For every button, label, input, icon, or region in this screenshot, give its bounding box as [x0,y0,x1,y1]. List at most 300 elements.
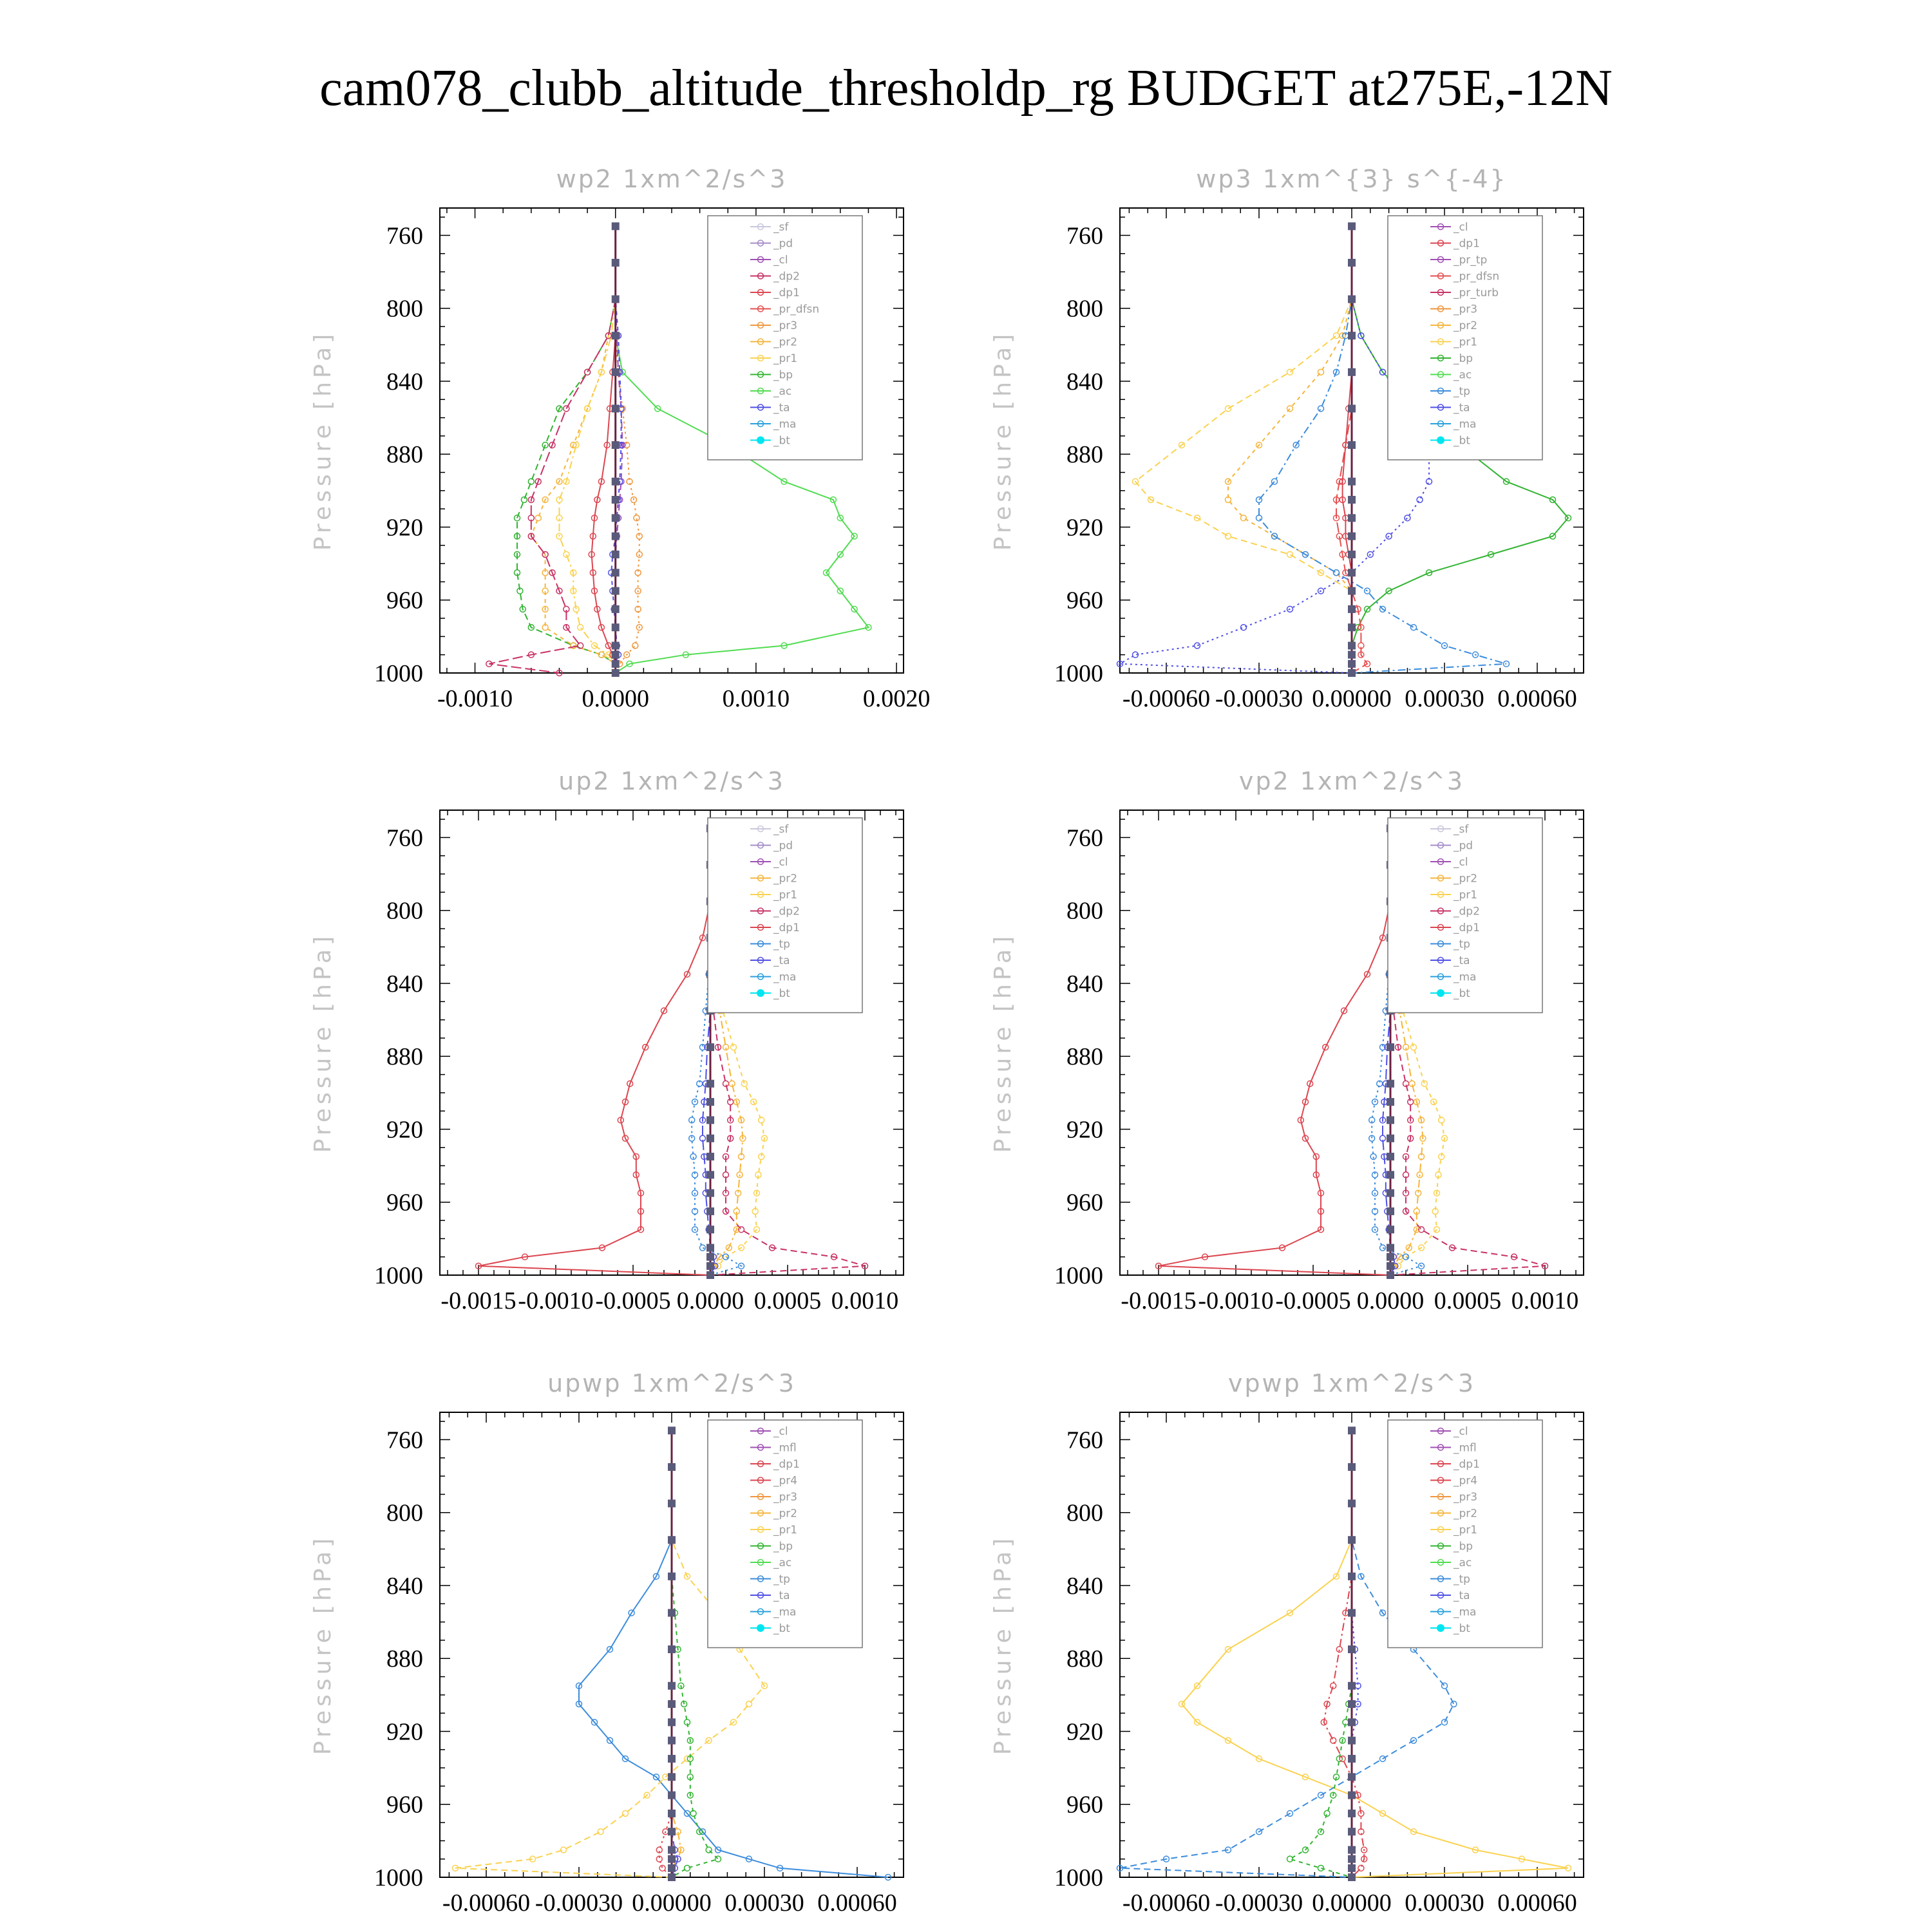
x-tick-label: 0.0010 [722,685,790,712]
profile-marker [1387,1226,1394,1233]
y-tick-label: 960 [386,587,423,614]
legend-marker [757,437,764,444]
legend-entry: _pr_turb [1454,287,1499,299]
legend-entry: _pr3 [773,319,798,332]
y-axis-label: Pressure [hPa] [310,330,336,551]
legend-entry: _ac [773,1557,792,1569]
panel-title: vp2 1xm^2/s^3 [1238,767,1465,795]
profile-marker [612,587,620,595]
profile-marker [1348,660,1356,668]
x-tick-label: 0.0010 [1511,1287,1579,1314]
profile-marker [1348,1855,1356,1863]
profile-marker [668,1792,676,1799]
profile-marker [1348,496,1356,504]
profile-marker [1348,1737,1356,1745]
x-tick-label: 0.00000 [1312,1889,1392,1917]
profile-marker [1348,1864,1356,1872]
y-tick-label: 840 [1066,1572,1103,1600]
legend-entry: _bt [1454,1622,1470,1635]
y-tick-label: 1000 [1054,1864,1103,1891]
panel-title: vpwp 1xm^2/s^3 [1227,1369,1476,1397]
legend-entry: _pr2 [773,872,798,886]
profile-marker [668,1855,676,1863]
data-point [1272,478,1278,484]
x-tick-label: 0.00060 [817,1889,897,1917]
legend-marker [1437,1624,1444,1632]
data-point [1331,1683,1336,1689]
data-point [1324,1810,1330,1816]
profile-marker [1348,1536,1356,1544]
panel-vp2 [990,767,1584,1314]
legend-entry: _tp [773,1573,790,1586]
y-tick-label: 800 [386,897,423,925]
x-tick-label: 0.00000 [632,1889,712,1917]
profile-marker [668,1873,676,1881]
y-tick-label: 920 [1066,1718,1103,1746]
profile-marker [612,514,620,522]
y-tick-label: 1000 [1054,660,1103,687]
y-axis-label: Pressure [hPa] [990,330,1016,551]
x-tick-label: -0.0015 [1121,1287,1197,1314]
data-point [746,1701,752,1707]
data-point [521,497,527,503]
profile-marker [1387,1098,1394,1106]
profile-marker [612,332,620,339]
legend-entry: _bp [773,1540,793,1553]
profile-marker [1348,1500,1356,1508]
profile-marker [706,1262,714,1270]
profile-marker [612,642,620,650]
x-tick-label: 0.00030 [1405,1889,1484,1917]
profile-marker [1348,1645,1356,1653]
x-tick-label: 0.00060 [1497,685,1577,712]
data-point [1451,1701,1457,1707]
profile-marker [1348,1718,1356,1726]
legend-entry: _bt [1454,987,1470,1000]
legend-entry: _ac [1454,1557,1472,1569]
legend-entry: _pr4 [773,1474,798,1488]
profile-marker [706,1189,714,1197]
y-axis-label: Pressure [hPa] [310,932,336,1153]
profile-marker [1348,642,1356,650]
x-tick-label: -0.0005 [1275,1287,1351,1314]
legend-entry: _ta [1454,1589,1470,1602]
x-tick-label: 0.0010 [831,1287,899,1314]
x-tick-label: 0.0000 [1356,1287,1425,1314]
legend-entry: _dp1 [773,922,800,934]
data-point [1442,1719,1448,1725]
legend-entry: _cl [773,856,788,869]
profile-marker [1348,441,1356,449]
x-tick-label: -0.0015 [440,1287,516,1314]
profile-marker [668,1645,676,1653]
y-tick-label: 760 [1066,1426,1103,1454]
legend-entry: _bt [773,434,790,448]
legend-entry: _ac [773,385,792,398]
data-point [564,551,569,557]
legend-entry: _dp2 [1454,905,1480,918]
profile-marker [612,368,620,376]
profile-marker [1348,478,1356,486]
y-tick-label: 1000 [374,1262,423,1289]
profile-marker [1387,1189,1394,1197]
y-tick-label: 960 [1066,587,1103,614]
x-tick-label: 0.00030 [724,1889,804,1917]
profile-marker [706,1116,714,1124]
data-point [528,478,534,484]
y-tick-label: 760 [386,824,423,852]
x-tick-label: -0.0010 [518,1287,594,1314]
legend-entry: _ma [1454,971,1477,984]
data-point [632,643,638,649]
data-point [1331,1738,1336,1743]
legend-entry: _cl [1454,221,1468,234]
y-tick-label: 760 [386,1426,423,1454]
profile-marker [668,1864,676,1872]
legend-entry: _dp2 [773,270,800,283]
legend-entry: _cl [773,254,788,267]
profile-marker [668,1682,676,1690]
profile-marker [668,1609,676,1616]
legend-entry: _pd [773,237,793,251]
profile-marker [668,1846,676,1854]
profile-marker [1387,1080,1394,1088]
legend-entry: _pr2 [1454,319,1478,332]
legend-entry: _tp [1454,938,1470,951]
profile-marker [612,669,620,677]
data-point [1417,497,1423,503]
x-tick-label: -0.0010 [1198,1287,1274,1314]
panel-wp3 [990,165,1584,712]
legend-entry: _pr1 [1454,336,1478,349]
profile-marker [1348,1682,1356,1690]
panel-upwp [310,1369,904,1917]
profile-marker [1348,623,1356,631]
data-point [1241,515,1247,521]
legend-entry: _sf [773,823,789,836]
legend-entry: _cl [1454,1425,1468,1438]
legend-entry: _pr3 [1454,303,1478,316]
legend-marker [1437,437,1444,444]
legend-entry: _pd [773,839,793,853]
data-point [1287,551,1293,557]
data-point [578,625,583,630]
x-tick-label: -0.00030 [1215,685,1303,712]
profile-marker [1387,1153,1394,1160]
y-tick-label: 840 [386,1572,423,1600]
legend-entry: _tp [1454,385,1470,398]
legend-entry: _pr3 [1454,1491,1478,1504]
y-tick-label: 960 [386,1189,423,1217]
legend-entry: _sf [773,221,789,234]
legend-entry: _ta [773,1589,790,1602]
profile-marker [612,296,620,303]
data-point [585,369,591,375]
x-tick-label: -0.0010 [437,685,513,712]
y-tick-label: 880 [386,1645,423,1673]
x-tick-label: 0.00000 [1312,685,1392,712]
profile-marker [706,1208,714,1215]
data-point [715,1856,721,1862]
profile-marker [612,222,620,230]
data-point [1334,333,1340,339]
profile-marker [1348,259,1356,267]
legend-entry: _bt [1454,434,1470,448]
legend-entry: _pr2 [773,336,798,349]
y-tick-label: 920 [1066,514,1103,542]
y-tick-label: 840 [1066,368,1103,395]
legend-entry: _cl [773,1425,788,1438]
profile-marker [612,623,620,631]
profile-marker [612,551,620,558]
y-tick-label: 800 [386,1499,423,1527]
y-tick-label: 960 [1066,1189,1103,1217]
legend-entry: _ma [773,971,797,984]
data-point [1334,570,1340,576]
y-tick-label: 840 [386,368,423,395]
series-line-pr4 [1324,1430,1364,1877]
legend-marker [757,989,764,997]
legend-entry: _pr2 [773,1507,798,1520]
series-line-dp1 [1159,828,1390,1275]
y-tick-label: 800 [386,295,423,323]
data-point [1287,406,1293,412]
legend-entry: _sf [1454,823,1469,836]
y-axis-label: Pressure [hPa] [310,1534,336,1756]
profile-marker [612,533,620,540]
profile-marker [1348,368,1356,376]
panel-up2 [310,767,904,1314]
legend-entry: _dp1 [1454,922,1480,934]
profile-marker [1387,1043,1394,1051]
legend-entry: _mfl [773,1441,797,1455]
profile-marker [1387,1171,1394,1179]
y-tick-label: 760 [386,222,423,250]
y-tick-label: 1000 [374,660,423,687]
legend-entry: _bt [773,1622,790,1635]
profile-marker [706,1253,714,1261]
data-point [1318,369,1324,375]
y-tick-label: 1000 [1054,1262,1103,1289]
profile-marker [668,1536,676,1544]
y-tick-label: 960 [1066,1791,1103,1819]
profile-marker [668,1810,676,1817]
y-tick-label: 880 [386,1043,423,1071]
x-tick-label: 0.00060 [1497,1889,1577,1917]
x-tick-label: -0.00030 [1215,1889,1303,1917]
data-point [1226,533,1231,539]
profile-marker [668,1573,676,1580]
legend-entry: _tp [1454,1573,1470,1586]
profile-marker [1348,1810,1356,1817]
y-tick-label: 800 [1066,1499,1103,1527]
data-point [1256,515,1262,521]
legend-entry: _dp1 [1454,1458,1480,1471]
panel-vpwp [990,1369,1584,1917]
legend-entry: _ma [773,1605,797,1619]
legend-entry: _pr1 [1454,1524,1478,1537]
data-point [700,1245,706,1251]
legend-entry: _pr3 [773,1491,798,1504]
profile-marker [612,660,620,668]
profile-marker [612,404,620,412]
data-point [1241,625,1247,630]
data-point [1195,643,1200,649]
profile-marker [1348,1573,1356,1580]
profile-marker [706,1098,714,1106]
legend-entry: _ta [773,401,790,415]
profile-marker [1348,651,1356,659]
profile-marker [1387,1262,1394,1270]
y-tick-label: 960 [386,1791,423,1819]
profile-marker [1348,669,1356,677]
series-line-bp [1290,1430,1352,1877]
profile-marker [706,1043,714,1051]
profile-marker [668,1718,676,1726]
profile-marker [668,1773,676,1781]
profile-marker [1348,1426,1356,1434]
legend-entry: _ta [1454,401,1470,415]
data-point [598,1829,603,1835]
panel-title: wp3 1xm^{3} s^{-4} [1196,165,1508,193]
profile-marker [612,651,620,659]
panel-title: up2 1xm^2/s^3 [558,767,785,795]
y-tick-label: 920 [386,514,423,542]
profile-marker [1348,1828,1356,1835]
y-tick-label: 920 [1066,1116,1103,1144]
legend-entry: _ma [1454,1605,1477,1619]
profile-marker [668,1828,676,1835]
y-tick-label: 880 [386,441,423,469]
profile-marker [612,496,620,504]
x-tick-label: 0.0005 [1434,1287,1502,1314]
profile-marker [1348,551,1356,558]
x-tick-label: 0.0000 [582,685,649,712]
y-tick-label: 840 [1066,970,1103,998]
profile-marker [1348,332,1356,339]
profile-marker [668,1463,676,1471]
data-point [1358,1865,1364,1871]
y-tick-label: 920 [386,1718,423,1746]
profile-marker [1348,1755,1356,1763]
profile-marker [1387,1271,1394,1279]
profile-marker [1348,587,1356,595]
y-axis-label: Pressure [hPa] [990,932,1016,1153]
profile-marker [668,1700,676,1708]
profile-marker [1348,1773,1356,1781]
profile-marker [706,1153,714,1160]
y-tick-label: 800 [1066,897,1103,925]
legend-entry: _bp [773,368,793,382]
profile-marker [612,441,620,449]
profile-marker [1348,222,1356,230]
legend-entry: _pr1 [773,889,798,902]
x-tick-label: 0.0020 [862,685,931,712]
legend-entry: _cl [1454,856,1468,869]
legend-entry: _ma [1454,418,1477,431]
legend-entry: _pr1 [773,1524,798,1537]
profile-marker [1348,1609,1356,1616]
profile-marker [1387,1116,1394,1124]
series-line-pr1 [560,226,616,673]
series-line-pr1 [1135,226,1352,673]
data-point [706,1847,712,1853]
legend-entry: _pr2 [1454,1507,1478,1520]
data-point [623,1810,629,1816]
data-point [1411,625,1417,630]
data-point [1287,369,1293,375]
x-tick-label: -0.00060 [1122,1889,1211,1917]
legend-entry: _bp [1454,352,1473,365]
profile-marker [668,1426,676,1434]
profile-marker [1387,1253,1394,1261]
legend-entry: _pr1 [773,352,798,365]
y-tick-label: 760 [1066,824,1103,852]
profile-marker [706,1226,714,1233]
legend-marker [757,1624,764,1632]
legend-entry: _ac [1454,368,1472,382]
profile-marker [1348,404,1356,412]
profile-marker [668,1755,676,1763]
y-tick-label: 840 [386,970,423,998]
panel-title: wp2 1xm^2/s^3 [556,165,788,193]
legend-entry: _mfl [1454,1441,1477,1455]
profile-marker [1348,1792,1356,1799]
profile-marker [1348,1873,1356,1881]
profile-marker [612,259,620,267]
profile-marker [706,1080,714,1088]
legend-entry: _bt [773,987,790,1000]
y-tick-label: 880 [1066,1645,1103,1673]
legend-entry: _tp [773,938,790,951]
y-tick-label: 920 [386,1116,423,1144]
y-axis-label: Pressure [hPa] [990,1534,1016,1756]
legend-entry: _dp1 [1454,237,1480,251]
data-point [535,515,541,521]
profile-marker [1387,1135,1394,1142]
legend-entry: _pr_tp [1454,254,1488,267]
profile-marker [1348,605,1356,613]
data-point [1380,1245,1386,1251]
data-point [1318,406,1324,412]
y-tick-label: 1000 [374,1864,423,1891]
legend-entry: _pr_dfsn [1454,270,1500,283]
x-tick-label: -0.00060 [1122,685,1211,712]
data-point [659,1865,665,1871]
profile-marker [1348,569,1356,576]
data-point [556,497,562,503]
y-tick-label: 880 [1066,1043,1103,1071]
profile-marker [1348,514,1356,522]
legend-entry: _ta [773,954,790,967]
legend-entry: _bp [1454,1540,1473,1553]
legend-entry: _pr_dfsn [773,303,820,316]
legend-entry: _dp1 [773,1458,800,1471]
page-title: cam078_clubb_altitude_thresholdp_rg BUDGET at275E,-12N [319,60,1613,117]
legend-marker [1437,989,1444,997]
x-tick-label: 0.0005 [753,1287,822,1314]
y-tick-label: 880 [1066,441,1103,469]
legend-entry: _pr2 [1454,872,1478,886]
data-point [1256,497,1262,503]
profile-marker [1387,1208,1394,1215]
panel-title: upwp 1xm^2/s^3 [547,1369,796,1397]
legend-entry: _pr4 [1454,1474,1478,1488]
x-tick-label: -0.0005 [595,1287,671,1314]
profile-marker [706,1271,714,1279]
legend-entry: _pr1 [1454,889,1478,902]
profile-marker [668,1500,676,1508]
